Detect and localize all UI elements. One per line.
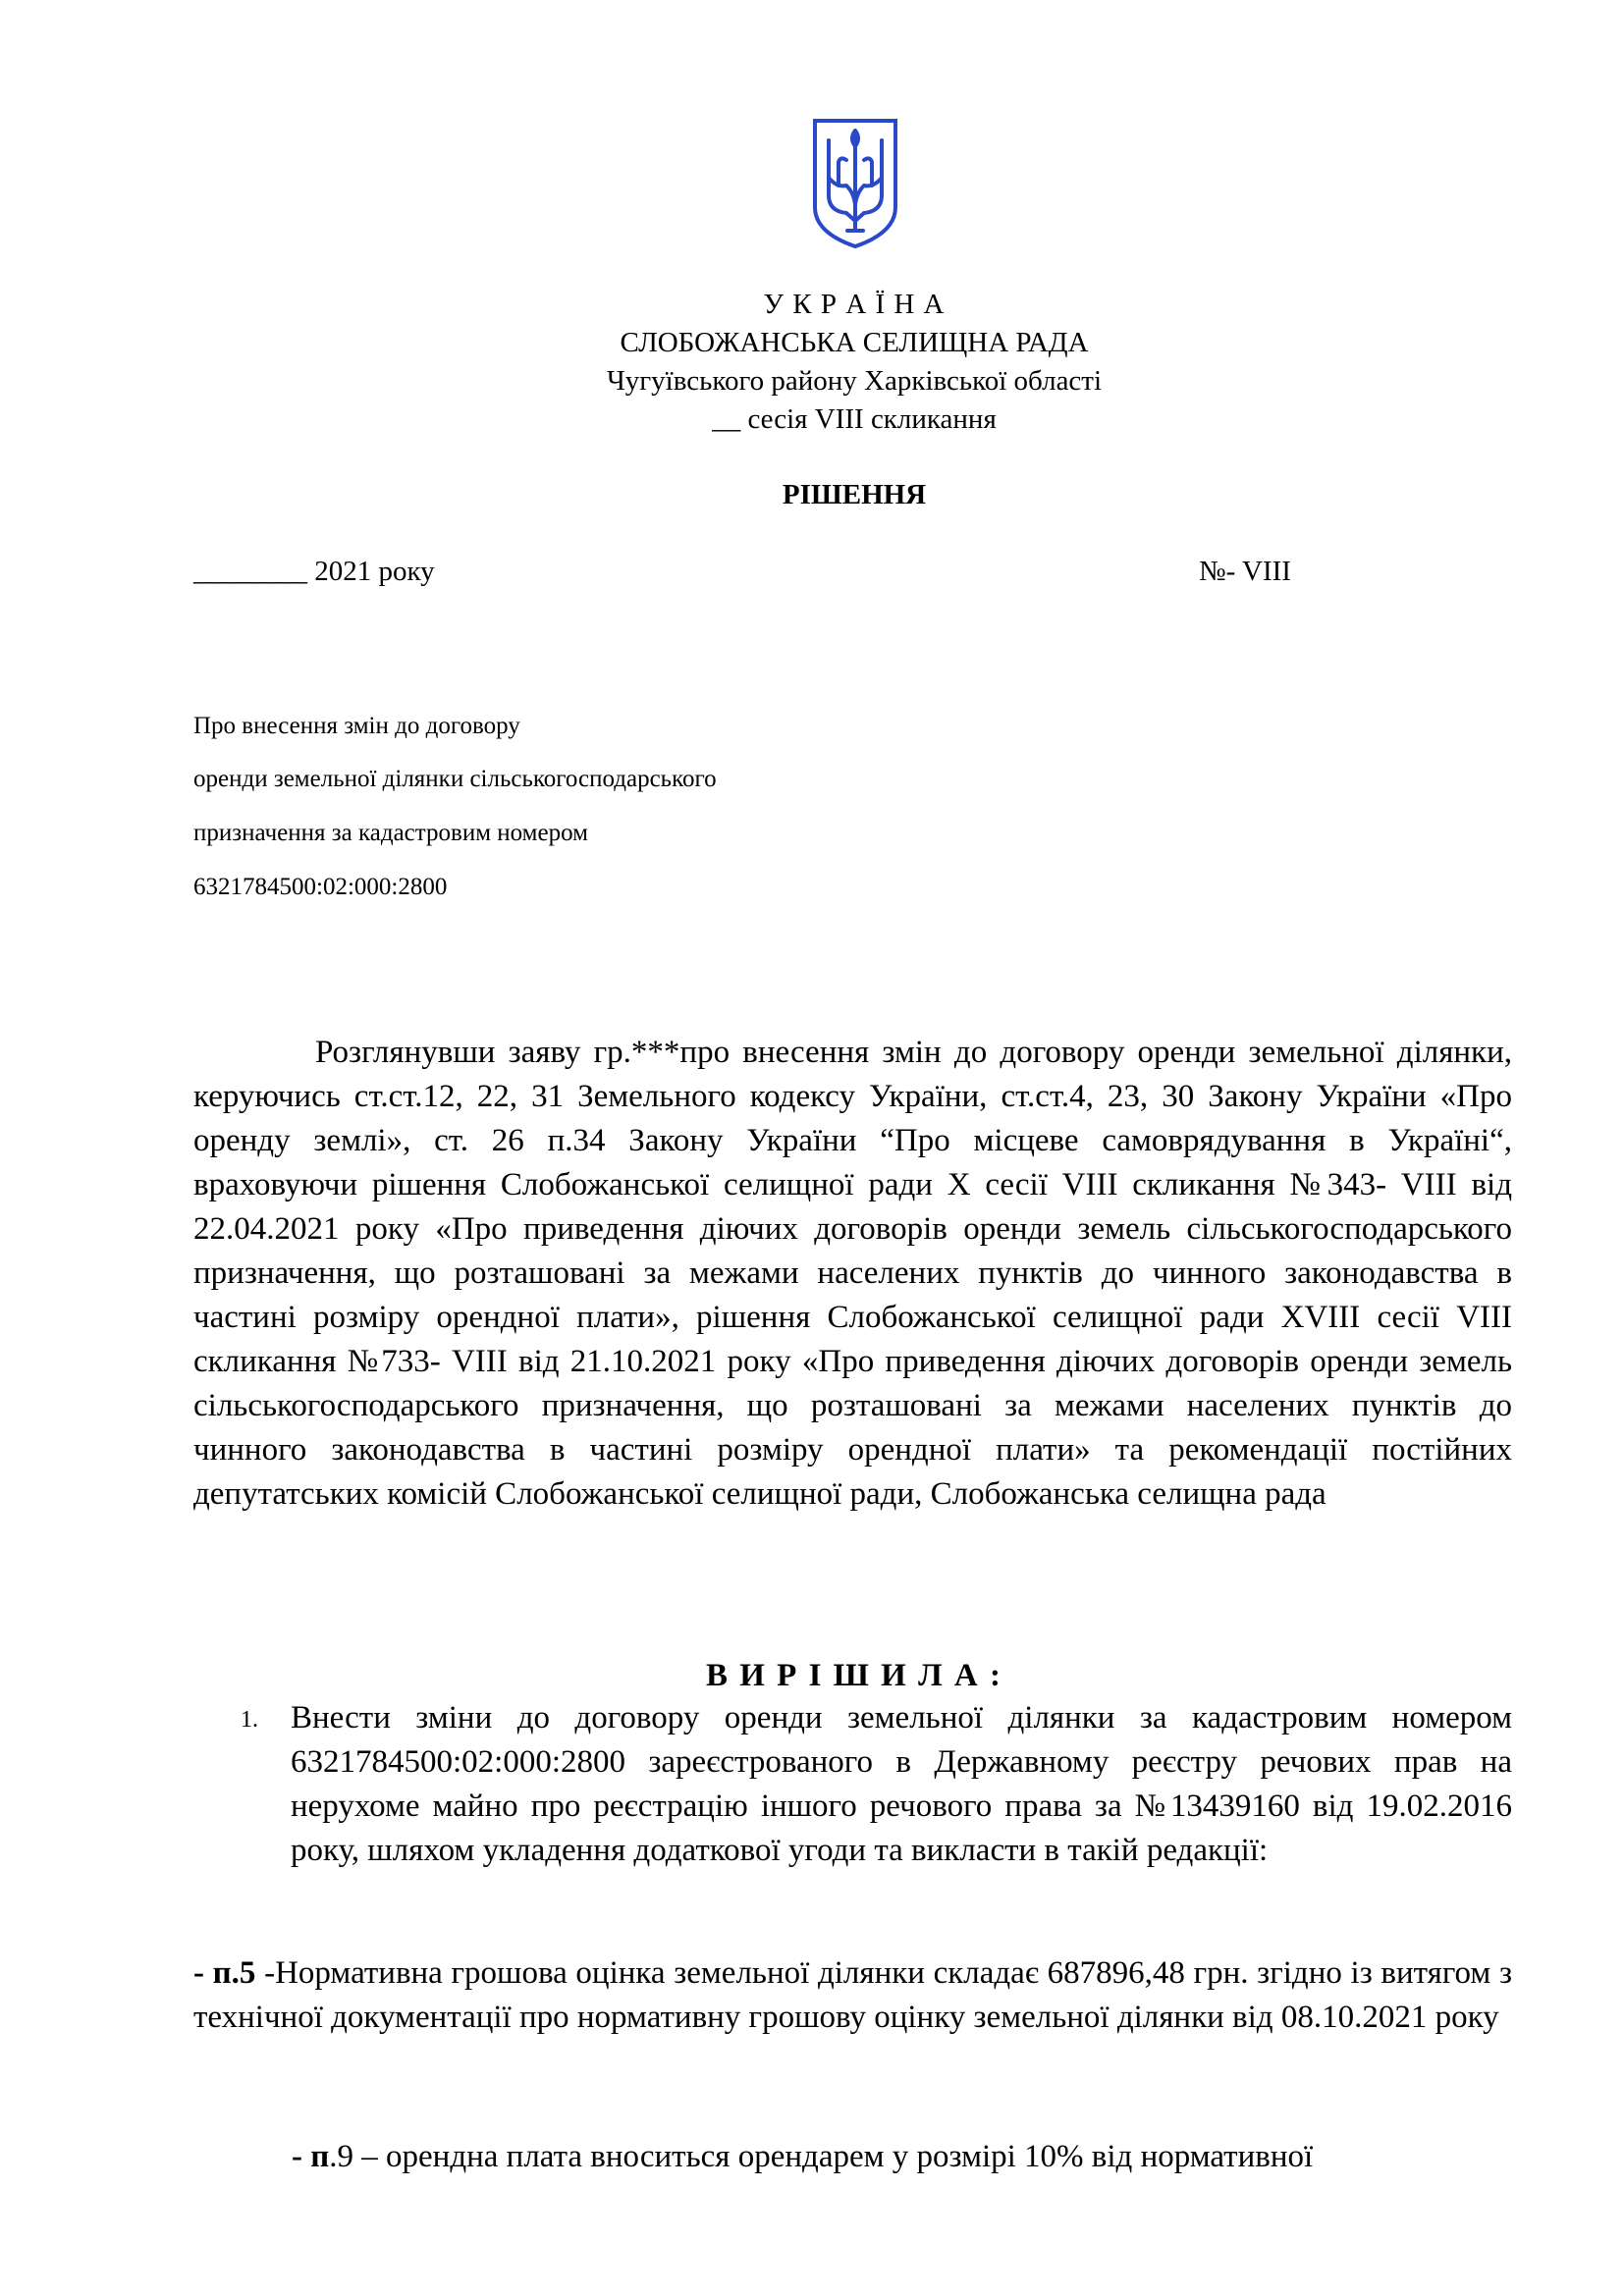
decision-number: №- VIII [1199, 556, 1291, 587]
clause-number: - п.5 [193, 1955, 256, 1991]
clause-number: - п [292, 2139, 330, 2174]
coat-of-arms-icon [811, 117, 899, 250]
subject-line: оренди земельної ділянки сільськогосподарського [193, 766, 717, 792]
decision-heading: В И Р І Ш И Л А : [706, 1658, 1002, 1693]
clause-text: -Нормативна грошова оцінка земельної ділянки складає 687896,48 грн. згідно із витягом з технічної документації про нормативну грошову оцінку земельної ділянки від 08.10.2021 року [193, 1955, 1512, 2035]
country-name: У К Р А Ї Н А [763, 289, 946, 320]
district-name: Чугуївського району Харківської області [606, 365, 1103, 397]
subject-line: призначення за кадастровим номером [193, 820, 588, 846]
decision-date: ________ 2021 року [193, 556, 435, 587]
preamble-paragraph: Розглянувши заяву гр.***про внесення змін до договору оренди земельної ділянки, керуючись ст.ст.12, 22, 31 Земельного кодексу України, ст.ст.4, 23, 30 Закону України «Про оренду землі», ст. 26 п.34 Закону України “Про місцеве самоврядування в Україні“, враховуючи рішення Слобожанської селищної ради Х сесії VIII скликання №343- VIII від 22.04.2021 року «Про приведення діючих договорів оренди земель сільськогосподарського призначення, що розташовані за межами населених пунктів до чинного законодавства в частині розміру орендної плати», рішення Слобожанської селищної ради XVIII сесії VIII скликання №733- VIII від 21.10.2021 року «Про приведення діючих договорів оренди земель сільськогосподарського призначення, що розташовані за межами населених пунктів до чинного законодавства в частині розміру орендної плати» та рекомендації постійних депутатських комісій Слобожанської селищної ради, Слобожанська селищна рада [193, 1035, 1512, 1512]
item-text: Внести зміни до договору оренди земельної ділянки за кадастровим номером 6321784500:02:000:2800 зареєстрованого в Державному реєстру речових прав на нерухоме майно про реєстрацію іншого речового права за №13439160 від 19.02.2016 року, шляхом укладення додаткової угоди та викласти в такій редакції: [291, 1700, 1512, 1868]
clause-paragraph [193, 1951, 1512, 2040]
subject-line: 6321784500:02:000:2800 [193, 874, 448, 900]
item-number: 1. [241, 1707, 258, 1733]
session-line: __ сесія VIII скликання [712, 403, 997, 435]
clause-paragraph [292, 2135, 1313, 2179]
clause-text: .9 – орендна плата вноситься орендарем у розмірі 10% від нормативної [329, 2139, 1314, 2174]
document-title: РІШЕННЯ [782, 479, 927, 510]
subject-line: Про внесення змін до договору [193, 713, 520, 739]
council-name: СЛОБОЖАНСЬКА СЕЛИЩНА РАДА [620, 327, 1089, 358]
